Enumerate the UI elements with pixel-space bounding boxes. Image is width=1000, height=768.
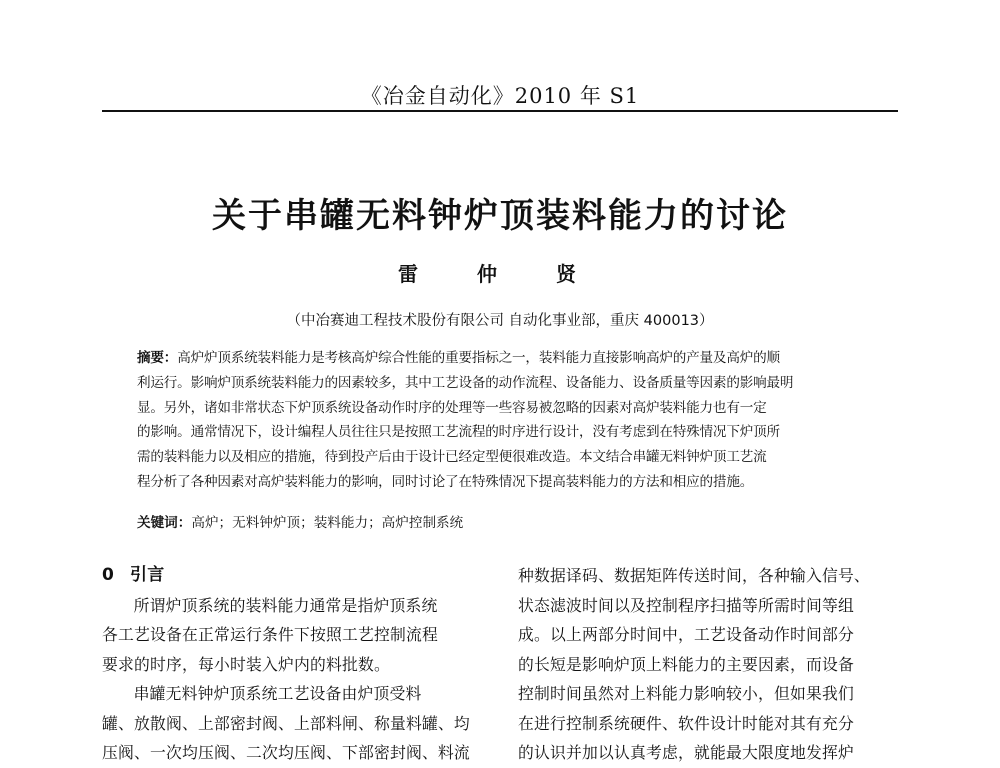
text-line: 各工艺设备在正常运行条件下按照工艺控制流程 [102,625,438,644]
abstract-line: 显。另外，诸如非常状态下炉顶系统设备动作时序的处理等一些容易被忽略的因素对高炉装料能力也有一定 [137,399,767,416]
abstract-label: 摘要： [137,350,178,366]
keywords [137,511,865,535]
paragraph [102,591,485,621]
paragraph [102,679,485,709]
header-rule [102,110,898,112]
abstract-line: 程分析了各种因素对高炉装料能力的影响，同时讨论了在特殊情况下提高装料能力的方法和相应的措施。 [137,473,754,490]
section-number: 0 [102,565,115,585]
text-line: 罐、放散阀、上部密封阀、上部料闸、称量料罐、均 [102,713,470,733]
abstract-line [137,346,865,371]
abstract [137,346,865,495]
text-line: 种数据译码、数据矩阵传送时间，各种输入信号、 [518,566,870,585]
text-line: 的长短是影响炉顶上料能力的主要因素，而设备 [518,654,854,674]
abstract-line: 需的装料能力以及相应的措施，待到投产后由于设计已经定型便很难改造。本文结合串罐无料钟炉顶工艺流 [137,449,767,466]
text-line: 在进行控制系统硬件、软件设计时能对其有充分 [518,713,854,733]
right-column [518,561,901,768]
abstract-line: 的影响。通常情况下，设计编程人员往往只是按照工艺流程的时序进行设计，没有考虑到在特殊情况下炉顶所 [137,424,780,441]
section-heading [102,561,485,591]
paper-title: 关于串罐无料钟炉顶装料能力的讨论 [212,196,788,236]
text-line: 要求的时序，每小时装入炉内的料批数。 [102,654,390,674]
section-title: 引言 [130,565,165,585]
text-line: 的认识并加以认真考虑，就能最大限度地发挥炉 [518,743,854,762]
text-line: 串罐无料钟炉顶系统工艺设备由炉顶受料 [133,684,422,703]
keywords-text: 高炉；无料钟炉顶；装料能力；高炉控制系统 [191,515,464,531]
abstract-text: 高炉炉顶系统装料能力是考核高炉综合性能的重要指标之一，装料能力直接影响高炉的产量及高炉的顺 [177,350,780,366]
text-line: 所谓炉顶系统的装料能力通常是指炉顶系统 [133,595,438,615]
author-name: 雷 仲 贤 [398,262,602,286]
keywords-label: 关键词： [137,515,192,531]
affiliation: （中冶赛迪工程技术股份有限公司 自动化事业部，重庆 400013） [286,313,714,329]
text-line: 成。以上两部分时间中，工艺设备动作时间部分 [518,625,854,644]
text-line: 压阀、一次均压阀、二次均压阀、下部密封阀、料流 [102,743,470,762]
text-line: 控制时间虽然对上料能力影响较小，但如果我们 [518,684,854,703]
text-line: 状态滤波时间以及控制程序扫描等所需时间等组 [518,595,854,615]
abstract-line: 利运行。影响炉顶系统装料能力的因素较多，其中工艺设备的动作流程、设备能力、设备质量等因素的影响最明 [137,374,794,391]
left-column [102,561,485,768]
journal-header: 《冶金自动化》2010 年 S1 [360,84,640,108]
